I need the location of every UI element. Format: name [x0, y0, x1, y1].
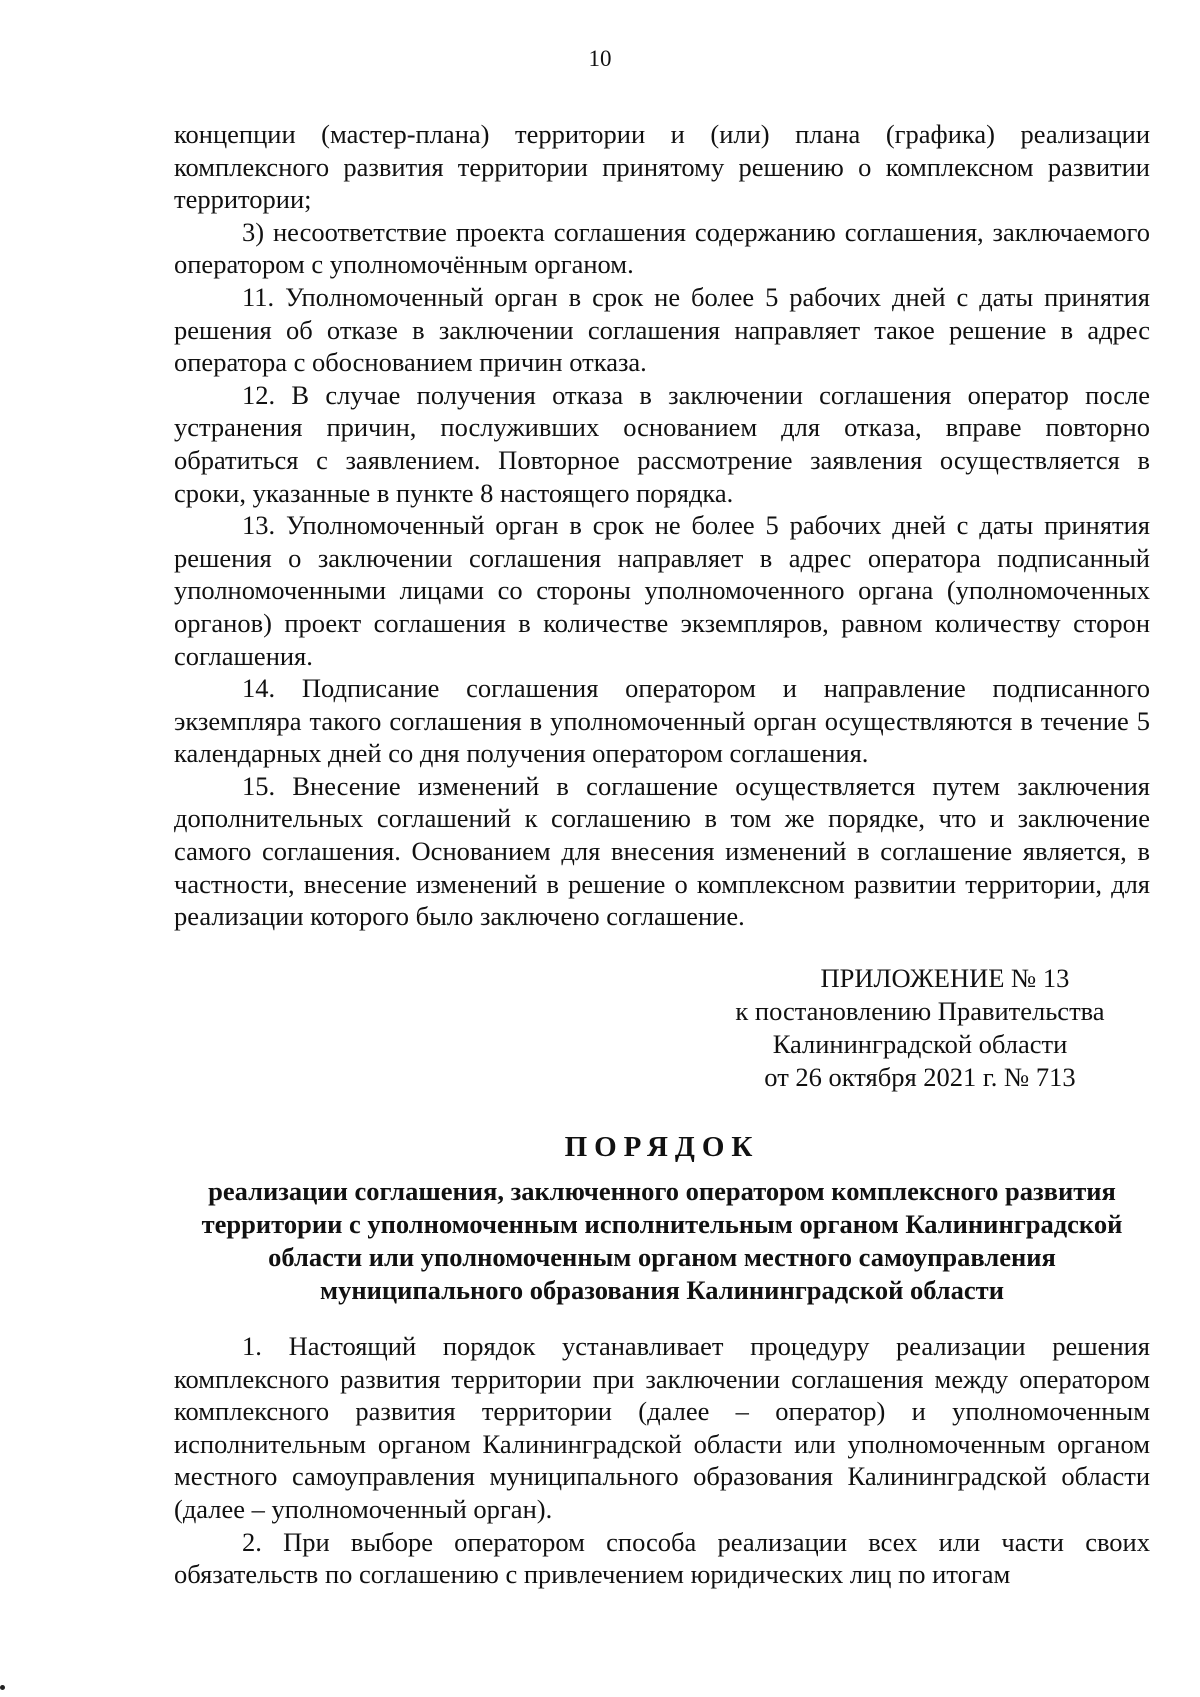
- appendix-date: от 26 октября 2021 г. № 713: [764, 1062, 1076, 1092]
- paragraph-continuation: концепции (мастер-плана) территории и (или) плана (графика) реализации комплексного развития территории принятому решению о комплексном развитии территории;: [174, 119, 1150, 215]
- scan-margin-mark: [0, 1685, 5, 1690]
- document-title-block: [174, 1127, 1150, 1307]
- paragraph-12: 12. В случае получения отказа в заключении соглашения оператор после устранения причин, послуживших основанием для отказа, вправе повторно обратиться с заявлением. Повторное рассмотрение заявления осуществляется в сроки, указанные в пункте 8 настоящего порядка.: [174, 379, 1150, 508]
- appendix-reference: к постановлению Правительства: [735, 996, 1105, 1026]
- document-subtitle: реализации соглашения, заключенного оператором комплексного развития территории с уполномоченным исполнительным органом Калининградской области или уполномоченным органом местного самоуправления муниципального образования Калининградской области: [201, 1176, 1123, 1305]
- paragraph-14: 14. Подписание соглашения оператором и направление подписанного экземпляра такого соглашения в уполномоченный орган осуществляются в течение 5 календарных дней со дня получения оператором соглашения.: [174, 673, 1150, 769]
- paragraph-item-3: 3) несоответствие проекта соглашения содержанию соглашения, заключаемого оператором с уполномочённым органом.: [174, 216, 1150, 280]
- paragraph-11: 11. Уполномоченный орган в срок не более 5 рабочих дней с даты принятия решения об отказе в заключении соглашения направляет такое решение в адрес оператора с обоснованием причин отказа.: [174, 281, 1150, 378]
- paragraph-2: 2. При выборе оператором способа реализации всех или части своих обязательств по соглашению с привлечением юридических лиц по итогам: [174, 1526, 1150, 1590]
- bottom-text-section: [174, 1330, 1150, 1591]
- appendix-title: ПРИЛОЖЕНИЕ № 13: [820, 963, 1070, 993]
- appendix-header: [640, 962, 1200, 1094]
- top-text-section: [174, 118, 1150, 933]
- paragraph-13: 13. Уполномоченный орган в срок не более 5 рабочих дней с даты принятия решения о заключении соглашения направляет в адрес оператора подписанный уполномоченными лицами со стороны уполномоченного органа (уполномоченных органов) проект соглашения в количестве экземпляров, равном количеству сторон соглашения.: [174, 510, 1150, 671]
- appendix-region: Калининградской области: [772, 1029, 1068, 1059]
- document-title: ПОРЯДОК: [564, 1131, 760, 1163]
- page-number: 10: [588, 46, 612, 71]
- paragraph-1: 1. Настоящий порядок устанавливает процедуру реализации решения комплексного развития территории при заключении соглашения между оператором комплексного развития территории (далее – оператор) и уполномоченным исполнительным органом Калининградской области или уполномоченным органом местного самоуправления муниципального образования Калининградской области (далее – уполномоченный орган).: [174, 1331, 1150, 1524]
- paragraph-15: 15. Внесение изменений в соглашение осуществляется путем заключения дополнительных соглашений к соглашению в том же порядке, что и заключение самого соглашения. Основанием для внесения изменений в соглашение является, в частности, внесение изменений в решение о комплексном развитии территории, для реализации которого было заключено соглашение.: [174, 770, 1150, 932]
